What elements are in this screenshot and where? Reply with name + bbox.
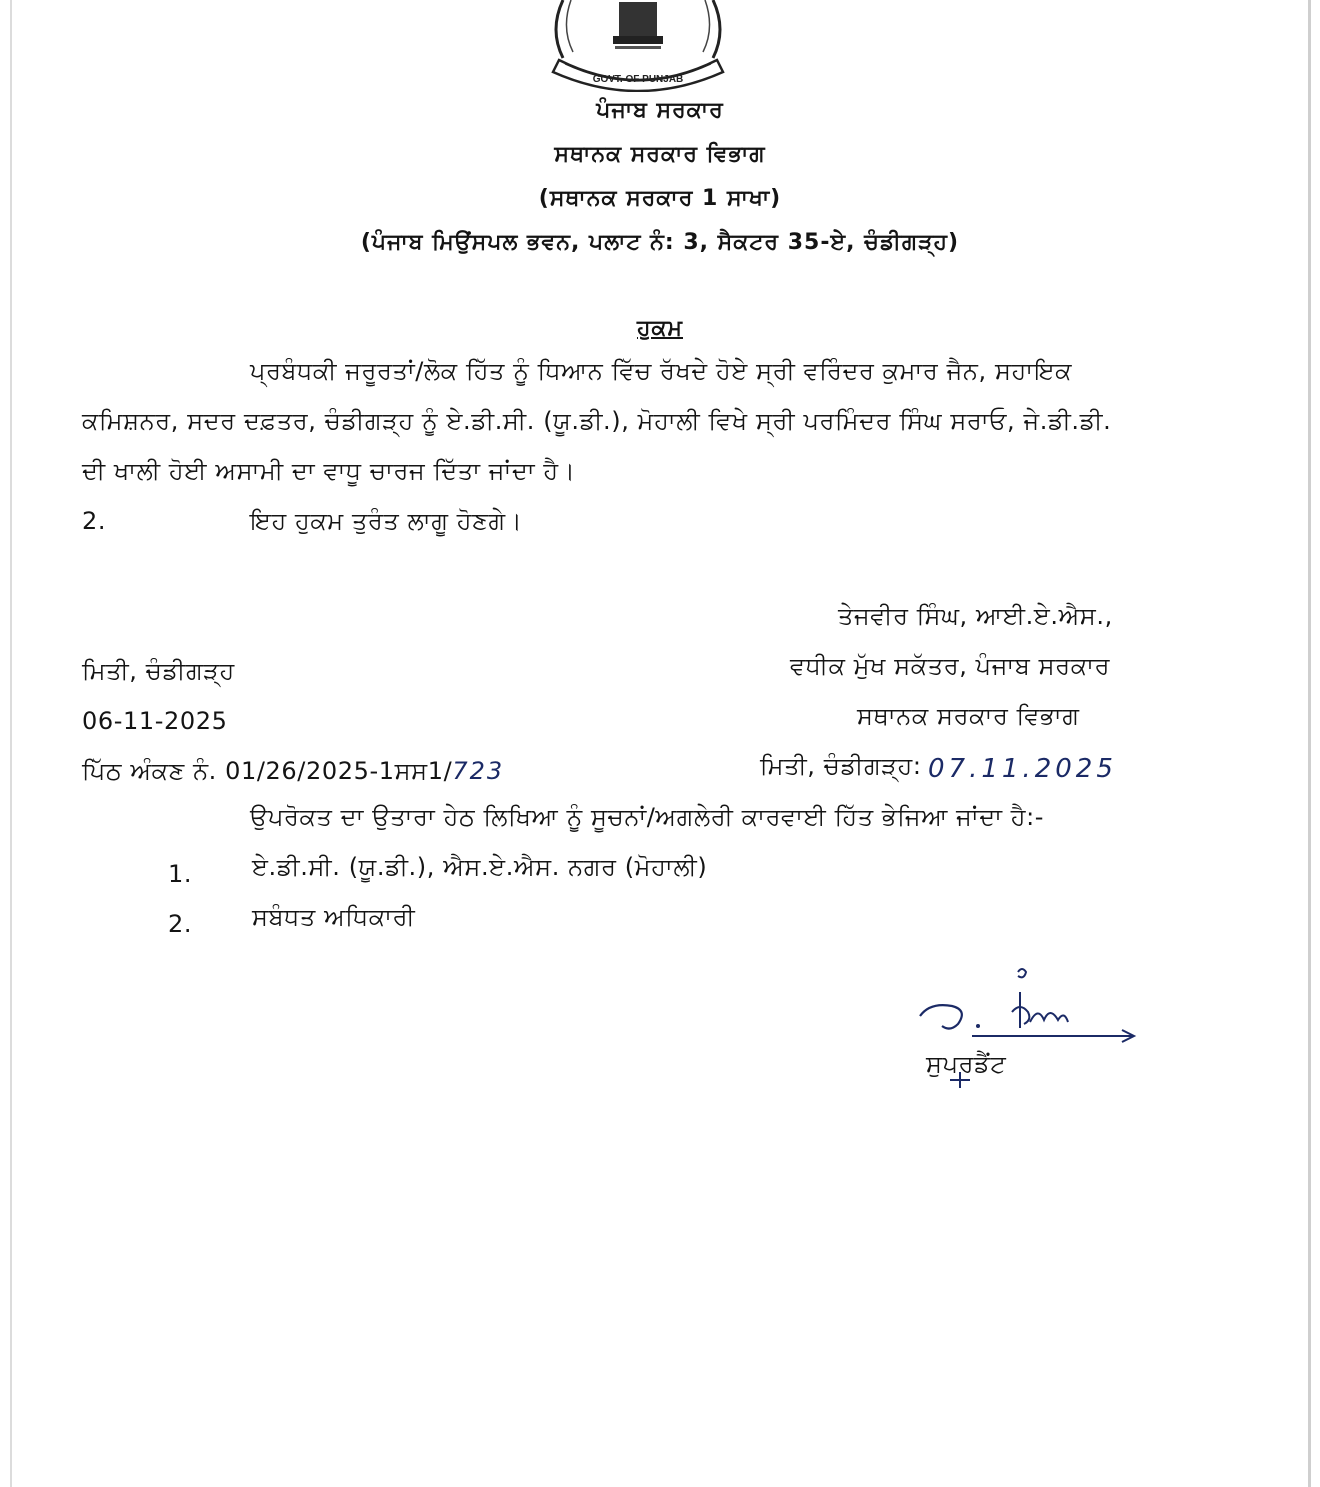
header-department: ਸਥਾਨਕ ਸਰਕਾਰ ਵਿਭਾਗ	[554, 142, 766, 167]
page-edge-right	[1308, 0, 1311, 1487]
endorsement-date-label: ਮਿਤੀ, ਚੰਡੀਗੜ੍ਹ:	[760, 752, 922, 780]
header-address: (ਪੰਜਾਬ ਮਿਉਂਸਪਲ ਭਵਨ, ਪਲਾਟ ਨੰ: 3, ਸੈਕਟਰ 35-ਏ, ਚੰਡੀਗੜ੍ਹ)	[360, 230, 960, 255]
signatory-designation: ਵਧੀਕ ਮੁੱਖ ਸਕੱਤਰ, ਪੰਜਾਬ ਸਰਕਾਰ	[790, 652, 1111, 680]
endorsement-intro: ਉਪਰੋਕਤ ਦਾ ਉਤਾਰਾ ਹੇਠ ਲਿਖਿਆ ਨੂੰ ਸੂਚਨਾਂ/ਅਗਲੇਰੀ ਕਾਰਵਾਈ ਹਿੱਤ ਭੇਜਿਆ ਜਾਂਦਾ ਹੈ:-	[250, 803, 1045, 831]
header-government: ਪੰਜਾਬ ਸਰਕਾਰ	[596, 98, 724, 123]
recipient-1-number: 1.	[168, 860, 193, 888]
page-edge-left	[10, 0, 12, 1487]
superintendent-title: ਸੁਪਰਡੈਂਟ	[926, 1050, 1007, 1078]
order-date: 06-11-2025	[82, 707, 228, 735]
recipient-2-number: 2.	[168, 910, 193, 938]
signatory-department: ਸਥਾਨਕ ਸਰਕਾਰ ਵਿਭਾਗ	[857, 702, 1080, 730]
recipient-1-text: ਏ.ਡੀ.ਸੀ. (ਯੂ.ਡੀ.), ਐਸ.ਏ.ਐਸ. ਨਗਰ (ਮੋਹਾਲੀ)	[252, 853, 708, 881]
endorsement-reference-number: 723	[452, 757, 505, 785]
paragraph-2-text: ਇਹ ਹੁਕਮ ਤੁਰੰਤ ਲਾਗੂ ਹੋਣਗੇ।	[250, 507, 523, 535]
state-emblem-icon	[543, 0, 733, 92]
signatory-name: ਤੇਜਵੀਰ ਸਿੰਘ, ਆਈ.ਏ.ਐਸ.,	[838, 602, 1113, 630]
recipient-2-text: ਸਬੰਧਤ ਅਧਿਕਾਰੀ	[252, 903, 416, 931]
endorsement-reference	[82, 757, 504, 785]
order-title: ਹੁਕਮ	[637, 316, 683, 341]
endorsement-date: 07.11.2025	[928, 754, 1117, 784]
order-paragraph-line-2: ਕਮਿਸ਼ਨਰ, ਸਦਰ ਦਫ਼ਤਰ, ਚੰਡੀਗੜ੍ਹ ਨੂੰ ਏ.ਡੀ.ਸੀ. (ਯੂ.ਡੀ.), ਮੋਹਾਲੀ ਵਿਖੇ ਸ੍ਰੀ ਪਰਮਿੰਦਰ ਸਿੰਘ ਸਰਾਓ, ਜੇ.ਡੀ.ਡੀ.	[82, 407, 1112, 435]
endorsement-reference-prefix: ਪਿੱਠ ਅੰਕਣ ਨੰ. 01/26/2025-1ਸਸ1/	[82, 757, 453, 785]
paragraph-2-number: 2.	[82, 507, 107, 535]
header-branch: (ਸਥਾਨਕ ਸਰਕਾਰ 1 ਸਾਖਾ)	[538, 186, 782, 211]
order-paragraph-line-1: ਪ੍ਰਬੰਧਕੀ ਜਰੂਰਤਾਂ/ਲੋਕ ਹਿੱਤ ਨੂੰ ਧਿਆਨ ਵਿੱਚ ਰੱਖਦੇ ਹੋਏ ਸ੍ਰੀ ਵਰਿੰਦਰ ਕੁਮਾਰ ਜੈਨ, ਸਹਾਇਕ	[250, 357, 1073, 385]
order-paragraph-line-3: ਦੀ ਖਾਲੀ ਹੋਈ ਅਸਾਮੀ ਦਾ ਵਾਧੂ ਚਾਰਜ ਦਿੱਤਾ ਜਾਂਦਾ ਹੈ।	[82, 457, 576, 485]
emblem-ribbon-text: GOVT. OF PUNJAB	[592, 74, 684, 85]
date-place-label: ਮਿਤੀ, ਚੰਡੀਗੜ੍ਹ	[82, 657, 235, 685]
